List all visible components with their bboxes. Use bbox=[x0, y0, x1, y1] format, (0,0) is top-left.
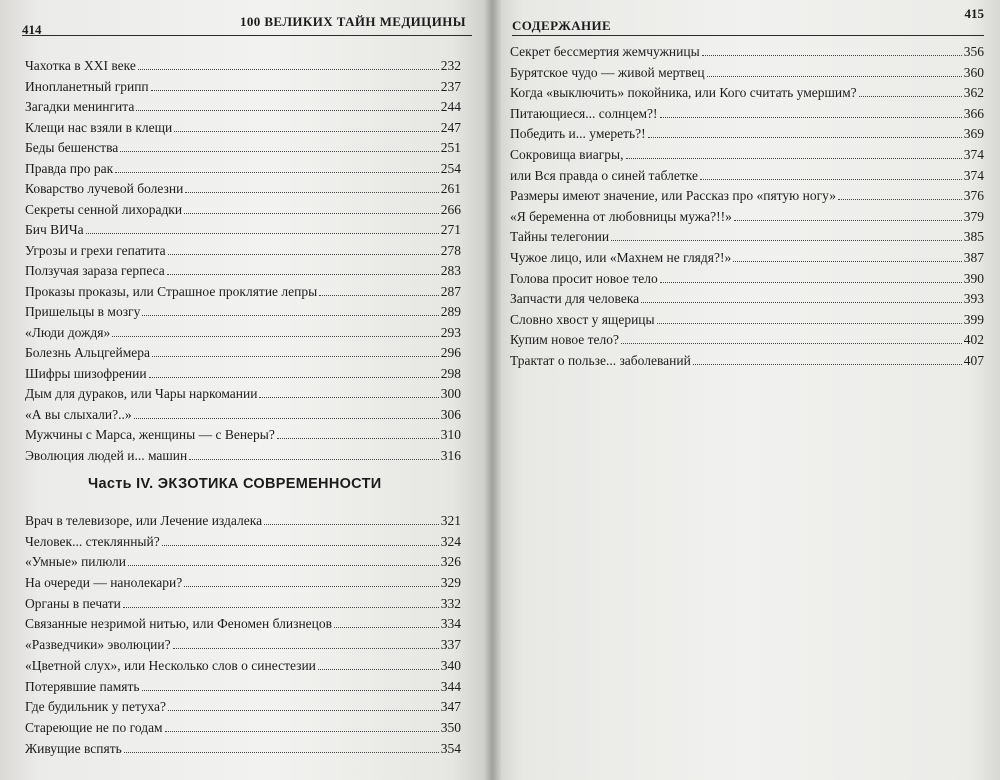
toc-entry-title: «Разведчики» эволюции? bbox=[25, 637, 171, 653]
toc-leader-dots bbox=[707, 76, 962, 77]
toc-entry-page: 287 bbox=[440, 283, 461, 299]
toc-entry-page: 316 bbox=[440, 447, 461, 463]
toc-entry-page: 266 bbox=[440, 201, 461, 217]
toc-entry-page: 289 bbox=[440, 304, 461, 319]
toc-entry bbox=[510, 312, 984, 333]
toc-leader-dots bbox=[142, 315, 438, 316]
toc-leader-dots bbox=[189, 459, 439, 460]
toc-leader-dots bbox=[152, 356, 439, 357]
toc-entry-page: 310 bbox=[440, 427, 461, 442]
toc-leader-dots bbox=[184, 586, 438, 587]
toc-entry-title: Живущие вспять bbox=[25, 740, 122, 756]
toc-leader-dots bbox=[318, 669, 439, 670]
left-page-header bbox=[22, 14, 472, 37]
toc-entry bbox=[510, 271, 984, 292]
toc-entry-title: «Люди дождя» bbox=[25, 324, 111, 340]
toc-leader-dots bbox=[174, 131, 439, 132]
toc-entry bbox=[510, 126, 984, 147]
left-header-rule bbox=[22, 35, 472, 36]
toc-entry-page: 356 bbox=[963, 44, 984, 59]
toc-entry-page: 329 bbox=[440, 575, 461, 591]
toc-leader-dots bbox=[611, 240, 962, 241]
toc-entry bbox=[25, 427, 461, 448]
toc-entry bbox=[25, 58, 461, 79]
toc-entry bbox=[25, 99, 461, 120]
toc-entry-title: Шифры шизофрении bbox=[25, 365, 147, 381]
toc-entry-page: 232 bbox=[440, 58, 461, 73]
toc-entry-title: Питающиеся... солнцем?! bbox=[510, 105, 658, 121]
toc-entry bbox=[25, 161, 461, 182]
toc-leader-dots bbox=[648, 137, 962, 138]
toc-entry-page: 321 bbox=[440, 513, 461, 528]
toc-entry-title: Болезнь Альцгеймера bbox=[25, 345, 151, 360]
section-heading: Часть IV. ЭКЗОТИКА СОВРЕМЕННОСТИ bbox=[88, 476, 382, 492]
toc-entry-title: Ползучая зараза герпеса bbox=[25, 263, 165, 278]
toc-entry-page: 254 bbox=[440, 160, 461, 176]
toc-leader-dots bbox=[168, 710, 439, 711]
toc-entry-title: Бурятское чудо — живой мертвец bbox=[510, 64, 705, 80]
toc-entry-page: 324 bbox=[440, 533, 461, 549]
toc-leader-dots bbox=[128, 565, 439, 566]
left-page-number: 414 bbox=[22, 22, 42, 37]
toc-entry-page: 360 bbox=[963, 64, 984, 80]
toc-entry-title: Инопланетный грипп bbox=[25, 78, 149, 94]
toc-entry-title: Стареющие не по годам bbox=[25, 719, 163, 735]
toc-entry-page: 251 bbox=[440, 140, 461, 155]
toc-entry-title: «Я беременна от любовницы мужа?!!» bbox=[510, 208, 732, 224]
toc-leader-dots bbox=[124, 752, 439, 753]
toc-entry-page: 334 bbox=[440, 616, 461, 632]
toc-entry bbox=[25, 120, 461, 141]
toc-entry-page: 326 bbox=[440, 554, 461, 570]
toc-leader-dots bbox=[184, 213, 439, 214]
toc-leader-dots bbox=[734, 220, 962, 221]
toc-leader-dots bbox=[162, 545, 439, 546]
toc-leader-dots bbox=[123, 607, 439, 608]
toc-entry bbox=[25, 140, 461, 161]
toc-entry bbox=[510, 188, 984, 209]
toc-entry-page: 306 bbox=[440, 406, 461, 422]
toc-leader-dots bbox=[168, 254, 439, 255]
toc-entry-title: Беды бешенства bbox=[25, 140, 119, 155]
toc-leader-dots bbox=[120, 151, 438, 152]
toc-leader-dots bbox=[149, 377, 439, 378]
toc-entry-page: 293 bbox=[440, 324, 461, 340]
right-running-title: СОДЕРЖАНИЕ bbox=[512, 18, 612, 33]
toc-entry-page: 298 bbox=[440, 365, 461, 381]
toc-entry-title: Эволюция людей и... машин bbox=[25, 447, 188, 463]
toc-entry-title: Загадки менингита bbox=[25, 99, 135, 114]
toc-leader-dots bbox=[693, 364, 962, 365]
toc-leader-dots bbox=[138, 69, 439, 70]
toc-entry-title: Чахотка в XXI веке bbox=[25, 58, 136, 73]
toc-entry-title: Тайны телегонии bbox=[510, 229, 610, 245]
toc-entry bbox=[25, 637, 461, 658]
toc-entry bbox=[25, 79, 461, 100]
right-header-rule bbox=[512, 35, 984, 36]
toc-entry-title: «Умные» пилюли bbox=[25, 554, 126, 570]
toc-entry-title: или Вся правда о синей таблетке bbox=[510, 167, 698, 183]
left-running-title: 100 ВЕЛИКИХ ТАЙН МЕДИЦИНЫ bbox=[240, 14, 466, 29]
toc-entry bbox=[25, 284, 461, 305]
toc-entry bbox=[510, 209, 984, 230]
toc-entry-title: Секрет бессмертия жемчужницы bbox=[510, 44, 700, 59]
toc-entry bbox=[510, 106, 984, 127]
toc-entry bbox=[25, 534, 461, 555]
toc-entry-page: 344 bbox=[440, 678, 461, 694]
toc-leader-dots bbox=[641, 302, 962, 303]
toc-leader-dots bbox=[700, 179, 962, 180]
toc-entry bbox=[25, 596, 461, 617]
toc-entry-page: 237 bbox=[440, 78, 461, 94]
toc-entry-title: «А вы слыхали?..» bbox=[25, 406, 132, 422]
right-page-number: 415 bbox=[964, 6, 984, 21]
toc-entry-page: 407 bbox=[963, 352, 984, 368]
toc-entry-page: 247 bbox=[440, 119, 461, 135]
toc-entry-title: Потерявшие память bbox=[25, 678, 140, 694]
toc-entry-title: Секреты сенной лихорадки bbox=[25, 201, 183, 217]
left-toc-list bbox=[25, 58, 461, 468]
toc-leader-dots bbox=[859, 96, 962, 97]
toc-leader-dots bbox=[134, 418, 439, 419]
toc-entry bbox=[25, 243, 461, 264]
toc-entry bbox=[25, 345, 461, 366]
toc-entry-title: Трактат о пользе... заболеваний bbox=[510, 352, 691, 368]
toc-entry-title: Угрозы и грехи гепатита bbox=[25, 242, 166, 258]
toc-leader-dots bbox=[733, 261, 962, 262]
toc-entry-title: Органы в печати bbox=[25, 595, 121, 611]
toc-leader-dots bbox=[660, 282, 962, 283]
toc-entry-title: Коварство лучевой болезни bbox=[25, 181, 184, 196]
toc-entry-title: Правда про рак bbox=[25, 160, 114, 176]
toc-entry-page: 350 bbox=[440, 719, 461, 735]
toc-entry bbox=[510, 85, 984, 106]
toc-entry-title: Победить и... умереть?! bbox=[510, 126, 646, 142]
toc-entry bbox=[510, 168, 984, 189]
toc-entry bbox=[510, 332, 984, 353]
toc-entry-title: Связанные незримой нитью, или Феномен близнецов bbox=[25, 616, 333, 632]
toc-entry bbox=[25, 575, 461, 596]
toc-entry bbox=[510, 353, 984, 374]
toc-leader-dots bbox=[86, 233, 439, 234]
toc-entry-page: 278 bbox=[440, 242, 461, 258]
toc-entry bbox=[25, 202, 461, 223]
toc-entry-page: 271 bbox=[440, 222, 461, 237]
toc-entry bbox=[510, 147, 984, 168]
toc-entry bbox=[25, 386, 461, 407]
toc-entry-page: 261 bbox=[440, 181, 461, 196]
toc-entry-title: На очереди — нанолекари? bbox=[25, 575, 183, 591]
toc-entry-title: Бич ВИЧа bbox=[25, 222, 84, 237]
right-page-header bbox=[512, 6, 984, 34]
toc-entry bbox=[510, 291, 984, 312]
toc-entry-page: 354 bbox=[440, 740, 461, 756]
toc-entry-title: Когда «выключить» покойника, или Кого считать умершим? bbox=[510, 85, 857, 101]
toc-entry-title: Пришельцы в мозгу bbox=[25, 304, 141, 319]
toc-entry-page: 390 bbox=[963, 270, 984, 286]
toc-leader-dots bbox=[264, 524, 439, 525]
toc-entry-page: 379 bbox=[963, 208, 984, 224]
toc-entry bbox=[25, 720, 461, 741]
toc-entry-title: Запчасти для человека bbox=[510, 291, 640, 307]
toc-entry-page: 393 bbox=[963, 291, 984, 307]
toc-entry bbox=[25, 304, 461, 325]
toc-entry-page: 244 bbox=[440, 99, 461, 114]
toc-leader-dots bbox=[319, 295, 439, 296]
toc-entry bbox=[25, 741, 461, 762]
toc-entry bbox=[510, 65, 984, 86]
toc-leader-dots bbox=[259, 397, 438, 398]
toc-entry-page: 340 bbox=[440, 657, 461, 673]
toc-entry-title: Проказы проказы, или Страшное проклятие лепры bbox=[25, 283, 318, 299]
toc-entry bbox=[25, 554, 461, 575]
toc-entry-page: 283 bbox=[440, 263, 461, 278]
toc-leader-dots bbox=[626, 158, 962, 159]
toc-entry bbox=[25, 263, 461, 284]
toc-entry bbox=[25, 407, 461, 428]
toc-leader-dots bbox=[173, 648, 439, 649]
toc-leader-dots bbox=[165, 731, 439, 732]
toc-entry bbox=[25, 181, 461, 202]
toc-entry-title: Человек... стеклянный? bbox=[25, 533, 160, 549]
toc-entry-page: 366 bbox=[963, 105, 984, 121]
toc-entry bbox=[25, 222, 461, 243]
toc-entry-page: 374 bbox=[963, 146, 984, 162]
toc-leader-dots bbox=[167, 274, 439, 275]
toc-entry-title: Клещи нас взяли в клещи bbox=[25, 119, 173, 135]
toc-entry-page: 369 bbox=[963, 126, 984, 142]
book-gutter bbox=[484, 0, 502, 780]
toc-entry-title: Мужчины с Марса, женщины — с Венеры? bbox=[25, 427, 275, 442]
toc-entry bbox=[510, 229, 984, 250]
toc-leader-dots bbox=[151, 90, 439, 91]
toc-entry-title: «Цветной слух», или Несколько слов о синестезии bbox=[25, 657, 316, 673]
toc-entry bbox=[25, 325, 461, 346]
toc-entry-page: 385 bbox=[963, 229, 984, 245]
toc-leader-dots bbox=[702, 55, 962, 56]
toc-entry-page: 402 bbox=[963, 332, 984, 348]
toc-leader-dots bbox=[112, 336, 439, 337]
toc-entry-title: Где будильник у петуха? bbox=[25, 699, 167, 715]
toc-entry-page: 300 bbox=[440, 386, 461, 401]
toc-leader-dots bbox=[621, 343, 962, 344]
toc-entry-title: Чужое лицо, или «Махнем не глядя?!» bbox=[510, 249, 732, 265]
toc-entry-title: Словно хвост у ящерицы bbox=[510, 311, 655, 327]
toc-entry bbox=[510, 44, 984, 65]
toc-leader-dots bbox=[838, 199, 962, 200]
toc-entry-title: Дым для дураков, или Чары наркомании bbox=[25, 386, 258, 401]
toc-leader-dots bbox=[142, 690, 439, 691]
toc-entry-title: Врач в телевизоре, или Лечение издалека bbox=[25, 513, 263, 528]
toc-entry-page: 296 bbox=[440, 345, 461, 360]
toc-entry-page: 362 bbox=[963, 85, 984, 101]
toc-entry bbox=[25, 448, 461, 469]
toc-entry-page: 399 bbox=[963, 311, 984, 327]
toc-entry bbox=[25, 366, 461, 387]
toc-entry-page: 347 bbox=[440, 699, 461, 715]
toc-entry-page: 332 bbox=[440, 595, 461, 611]
toc-entry bbox=[25, 658, 461, 679]
toc-entry-title: Размеры имеют значение, или Рассказ про «пятую ногу» bbox=[510, 188, 836, 204]
toc-leader-dots bbox=[115, 172, 439, 173]
toc-entry bbox=[25, 679, 461, 700]
section-toc-list bbox=[25, 513, 461, 761]
toc-entry-page: 374 bbox=[963, 167, 984, 183]
left-page bbox=[0, 0, 492, 780]
toc-entry bbox=[510, 250, 984, 271]
toc-entry bbox=[25, 513, 461, 534]
toc-leader-dots bbox=[185, 192, 438, 193]
toc-entry-title: Купим новое тело? bbox=[510, 332, 620, 348]
right-toc-list bbox=[510, 44, 984, 374]
toc-leader-dots bbox=[136, 110, 438, 111]
toc-leader-dots bbox=[660, 117, 962, 118]
toc-entry-title: Сокровища виагры, bbox=[510, 146, 624, 162]
toc-entry-page: 337 bbox=[440, 637, 461, 653]
toc-entry bbox=[25, 699, 461, 720]
toc-leader-dots bbox=[334, 627, 439, 628]
toc-leader-dots bbox=[277, 438, 439, 439]
toc-entry-page: 387 bbox=[963, 249, 984, 265]
toc-entry bbox=[25, 616, 461, 637]
toc-leader-dots bbox=[657, 323, 962, 324]
right-page bbox=[492, 0, 1000, 780]
toc-entry-page: 376 bbox=[963, 188, 984, 204]
toc-entry-title: Голова просит новое тело bbox=[510, 270, 658, 286]
